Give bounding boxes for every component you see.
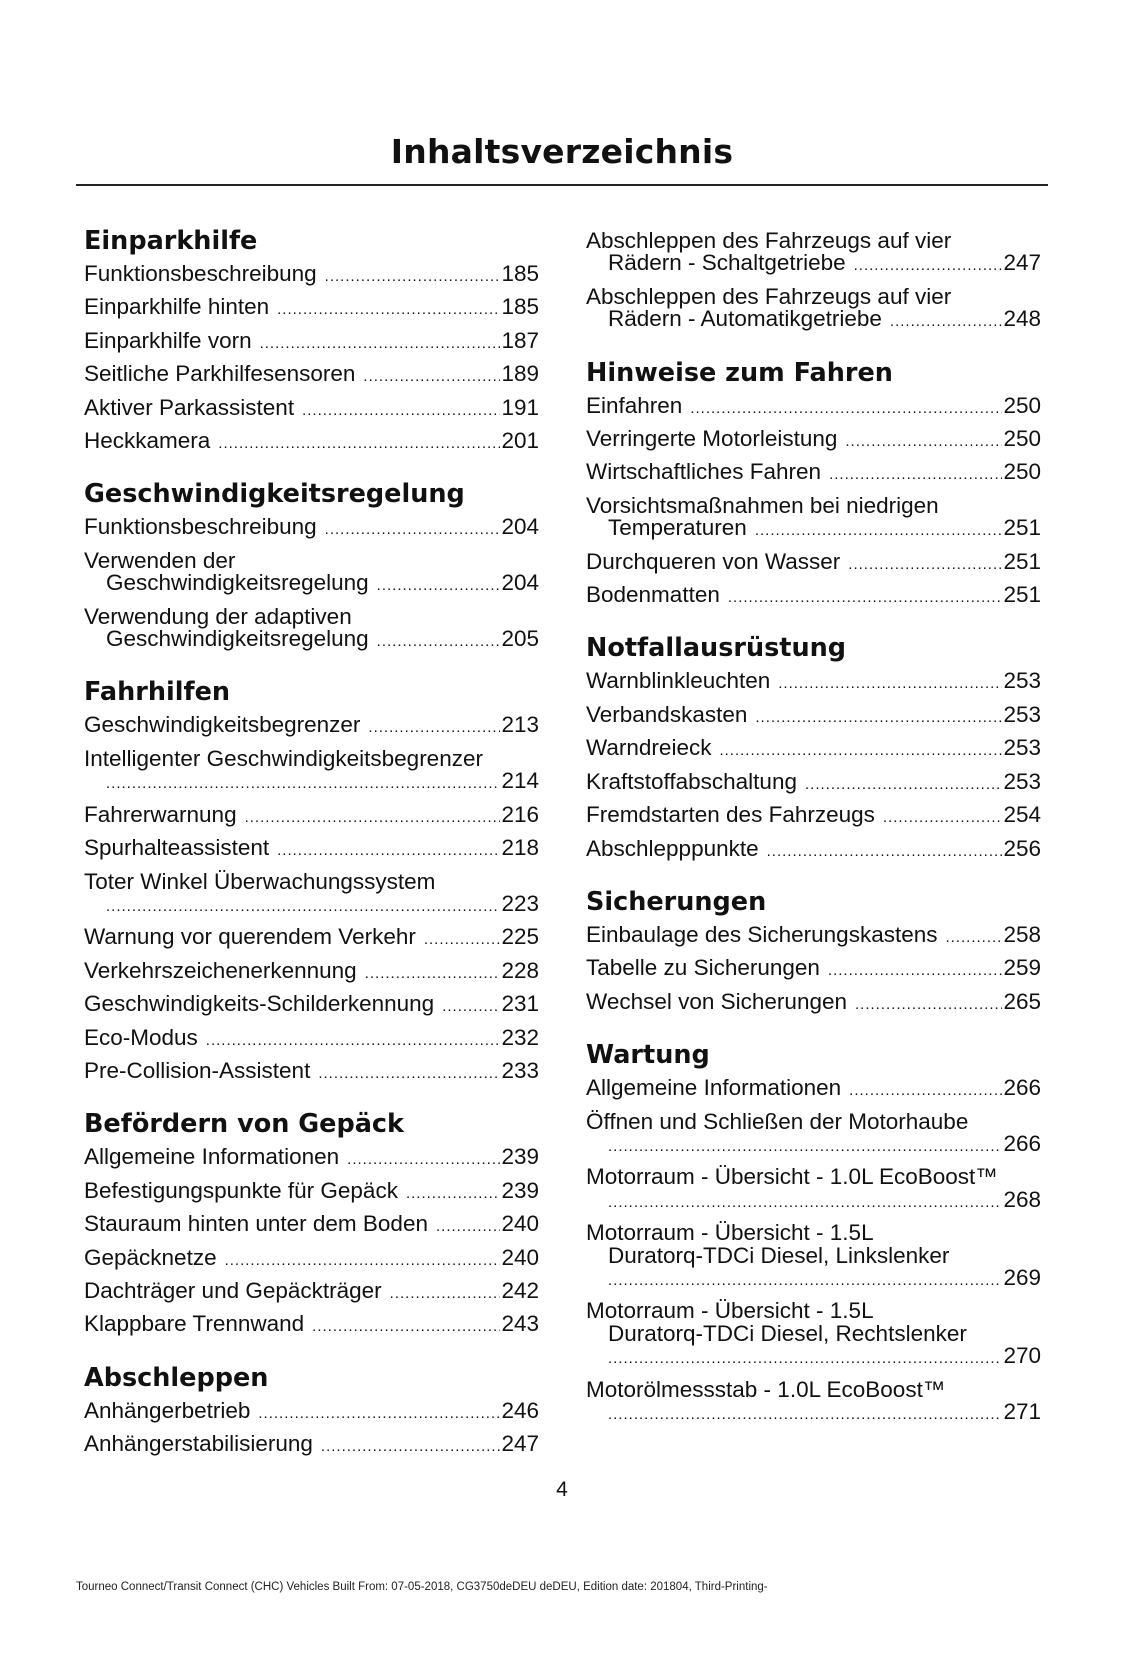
dot-leader xyxy=(755,520,1003,542)
toc-entry[interactable] xyxy=(84,263,539,288)
entry-title-line: Fahrerwarnung xyxy=(84,801,237,827)
entry-page-number: 204 xyxy=(501,570,539,596)
dot-leader xyxy=(245,807,501,829)
toc-entry[interactable] xyxy=(586,1077,1041,1102)
toc-entry[interactable] xyxy=(586,988,1041,1016)
entry-page-number: 201 xyxy=(501,428,539,454)
entry-title-line: Fremdstarten des Fahrzeugs xyxy=(586,802,875,828)
dot-leader xyxy=(424,929,501,951)
toc-entry[interactable] xyxy=(84,394,539,422)
dot-leader xyxy=(719,740,1002,762)
entry-title-line: Einfahren xyxy=(586,392,683,418)
entry-page-number: 259 xyxy=(1003,955,1041,981)
entry-page-number: 253 xyxy=(1003,735,1041,761)
entry-page-number: 240 xyxy=(501,1211,539,1237)
footer-edition-info: Tourneo Connect/Transit Connect (CHC) Vehicles Built From: 07-05-2018, CG3750deDEU deDEU, Edition date: 201804, Third-Printing- xyxy=(76,1581,768,1593)
toc-entry[interactable] xyxy=(586,701,1041,729)
dot-leader xyxy=(608,1192,1002,1214)
entry-title-line: Verringerte Motorleistung xyxy=(586,426,838,452)
entry-title-line: Geschwindigkeits-Schilderkennung xyxy=(84,991,435,1017)
section-heading: Abschleppen xyxy=(84,1362,269,1393)
entry-title-line: Anhängerbetrieb xyxy=(84,1397,251,1423)
toc-entry[interactable] xyxy=(84,1277,539,1305)
toc-section xyxy=(84,1360,539,1459)
entry-title-line: Funktionsbeschreibung xyxy=(84,514,317,540)
entry-title-line: Seitliche Parkhilfesensoren xyxy=(84,361,356,387)
section-heading: Einparkhilfe xyxy=(84,226,258,256)
entry-title-line: Bodenmatten xyxy=(586,582,720,608)
section-heading: Fahrhilfen xyxy=(84,677,231,708)
dot-leader xyxy=(728,587,1003,609)
dot-leader xyxy=(318,1063,500,1085)
entry-title-line: Verkehrszeichenerkennung xyxy=(84,957,357,983)
dot-leader xyxy=(442,996,500,1018)
entry-title-line: Abschleppen des Fahrzeugs auf vier xyxy=(586,228,952,253)
dot-leader xyxy=(218,433,500,455)
entry-title-line: Tabelle zu Sicherungen xyxy=(586,955,820,981)
toc-entry[interactable] xyxy=(586,492,1041,543)
toc-entry[interactable] xyxy=(586,230,1041,278)
entry-page-number: 214 xyxy=(501,768,539,794)
section-heading: Befördern von Gepäck xyxy=(84,1109,405,1140)
toc-section xyxy=(586,1037,1041,1426)
entry-title-line: Warnblinkleuchten xyxy=(586,668,771,694)
entry-title-line: Öffnen und Schließen der Motorhaube xyxy=(586,1108,969,1134)
entry-page-number: 246 xyxy=(501,1397,539,1423)
entry-title-line: Kraftstoffabschaltung xyxy=(586,768,797,794)
entry-title-line: Geschwindigkeitsregelung xyxy=(106,570,369,596)
dot-leader xyxy=(690,398,1002,420)
toc-entry[interactable] xyxy=(586,392,1041,420)
title-divider xyxy=(76,184,1048,186)
entry-title-line: Aktiver Parkassistent xyxy=(84,394,295,420)
toc-entry[interactable] xyxy=(84,1057,539,1085)
entry-title-line: Wechsel von Sicherungen xyxy=(586,988,847,1014)
dot-leader xyxy=(608,1270,1002,1292)
entry-page-number: 271 xyxy=(1003,1399,1041,1424)
dot-leader xyxy=(106,896,500,918)
entry-title-line: Vorsichtsmaßnahmen bei niedrigen xyxy=(586,492,939,518)
toc-entry[interactable] xyxy=(586,283,1041,334)
entry-page-number: 228 xyxy=(501,957,539,983)
toc-entry[interactable] xyxy=(84,1024,539,1052)
toc-entry[interactable] xyxy=(84,1177,539,1205)
dot-leader xyxy=(845,431,1002,453)
toc-section xyxy=(84,476,539,653)
dot-leader xyxy=(325,519,501,541)
entry-page-number: 225 xyxy=(501,924,539,950)
dot-leader xyxy=(277,299,500,321)
dot-leader xyxy=(890,311,1003,333)
toc-entry[interactable] xyxy=(84,714,539,739)
entry-title-line: Einparkhilfe hinten xyxy=(84,294,270,320)
entry-title-line: Heckkamera xyxy=(84,428,211,454)
entry-page-number: 251 xyxy=(1003,515,1041,541)
entry-page-number: 247 xyxy=(1003,250,1041,276)
toc-entry[interactable] xyxy=(84,430,539,455)
toc-entry[interactable] xyxy=(586,957,1041,982)
toc-entry[interactable] xyxy=(84,1397,539,1425)
entry-title-line: Allgemeine Informationen xyxy=(84,1144,340,1170)
toc-entry[interactable] xyxy=(586,461,1041,486)
entry-page-number: 253 xyxy=(1003,768,1041,794)
entry-title-line: Geschwindigkeitsregelung xyxy=(106,626,369,652)
page-title: Inhaltsverzeichnis xyxy=(390,132,734,171)
entry-page-number: 270 xyxy=(1003,1343,1041,1369)
toc-entry[interactable] xyxy=(586,584,1041,609)
entry-title-line: Rädern - Schaltgetriebe xyxy=(608,250,846,276)
toc-entry[interactable] xyxy=(84,837,539,862)
dot-leader xyxy=(206,1030,501,1052)
toc-section xyxy=(586,230,1041,334)
entry-page-number: 253 xyxy=(1003,701,1041,727)
entry-title-line: Spurhalteassistent xyxy=(84,835,270,861)
entry-title-line: Verbandskasten xyxy=(586,701,748,727)
entry-page-number: 187 xyxy=(501,327,539,353)
toc-entry[interactable] xyxy=(84,801,539,829)
toc-entry[interactable] xyxy=(586,1300,1041,1370)
entry-title-line: Gepäcknetze xyxy=(84,1244,217,1270)
dot-leader xyxy=(260,333,501,355)
dot-leader xyxy=(312,1316,500,1338)
toc-entry[interactable] xyxy=(586,1376,1041,1427)
toc-entry[interactable] xyxy=(586,737,1041,762)
entry-page-number: 216 xyxy=(501,801,539,827)
entry-page-number: 189 xyxy=(501,361,539,387)
toc-section xyxy=(84,223,539,455)
section-heading: Hinweise zum Fahren xyxy=(586,357,893,388)
dot-leader xyxy=(321,1436,501,1458)
entry-title-line: Dachträger und Gepäckträger xyxy=(84,1277,382,1303)
entry-title-line: Motorölmessstab - 1.0L EcoBoost™ xyxy=(586,1376,946,1402)
section-heading: Wartung xyxy=(586,1040,710,1071)
entry-title-line: Duratorq-TDCi Diesel, Linkslenker xyxy=(608,1242,950,1268)
dot-leader xyxy=(848,554,1002,576)
toc-entry[interactable] xyxy=(84,1213,539,1238)
toc-entry[interactable] xyxy=(84,363,539,388)
entry-page-number: 248 xyxy=(1003,306,1041,332)
entry-page-number: 253 xyxy=(1003,668,1041,694)
page-number: 4 xyxy=(556,1478,568,1501)
dot-leader xyxy=(608,1404,1002,1426)
dot-leader xyxy=(365,963,501,985)
entry-page-number: 269 xyxy=(1003,1264,1041,1290)
entry-page-number: 204 xyxy=(501,514,539,540)
entry-page-number: 266 xyxy=(1003,1075,1041,1101)
dot-leader xyxy=(363,366,500,388)
dot-leader xyxy=(849,1080,1002,1102)
toc-entry[interactable] xyxy=(84,547,539,598)
entry-page-number: 223 xyxy=(501,890,539,916)
entry-title-line: Verwenden der xyxy=(84,547,236,573)
entry-title-line: Motorraum - Übersicht - 1.5L xyxy=(586,1298,874,1324)
entry-page-number: 243 xyxy=(501,1311,539,1337)
entry-title-line: Motorraum - Übersicht - 1.0L EcoBoost™ xyxy=(586,1164,998,1190)
entry-page-number: 218 xyxy=(501,835,539,861)
entry-page-number: 185 xyxy=(501,294,539,320)
dot-leader xyxy=(225,1250,501,1272)
dot-leader xyxy=(608,1348,1002,1370)
dot-leader xyxy=(436,1216,500,1238)
entry-title-line: Intelligenter Geschwindigkeitsbegrenzer xyxy=(84,745,483,771)
toc-entry[interactable] xyxy=(586,921,1041,949)
entry-page-number: 231 xyxy=(501,991,539,1017)
entry-title-line: Geschwindigkeitsbegrenzer xyxy=(84,712,361,738)
entry-title-line: Pre-Collision-Assistent xyxy=(84,1057,311,1083)
entry-page-number: 256 xyxy=(1003,835,1041,861)
entry-title-line: Abschlepppunkte xyxy=(586,835,759,861)
entry-page-number: 247 xyxy=(501,1431,539,1457)
entry-page-number: 242 xyxy=(501,1277,539,1303)
entry-title-line: Warndreieck xyxy=(586,735,712,761)
toc-section xyxy=(586,630,1041,862)
toc-entry[interactable] xyxy=(586,1108,1041,1159)
toc-entry[interactable] xyxy=(84,868,539,919)
entry-page-number: 250 xyxy=(1003,459,1041,485)
toc-entry[interactable] xyxy=(586,1222,1041,1292)
entry-title-line: Abschleppen des Fahrzeugs auf vier xyxy=(586,283,952,309)
entry-title-line: Befestigungspunkte für Gepäck xyxy=(84,1177,398,1203)
toc-entry[interactable] xyxy=(586,835,1041,863)
dot-leader xyxy=(258,1403,500,1425)
dot-leader xyxy=(855,994,1002,1016)
dot-leader xyxy=(390,1283,501,1305)
dot-leader xyxy=(767,841,1003,863)
entry-page-number: 239 xyxy=(501,1144,539,1170)
entry-title-line: Einbaulage des Sicherungskastens xyxy=(586,921,938,947)
toc-entry[interactable] xyxy=(586,768,1041,796)
toc-entry[interactable] xyxy=(84,603,539,654)
entry-page-number: 258 xyxy=(1003,921,1041,947)
toc-section xyxy=(84,674,539,1085)
dot-leader xyxy=(828,960,1003,982)
dot-leader xyxy=(778,673,1002,695)
entry-title-line: Wirtschaftliches Fahren xyxy=(586,459,822,485)
toc-entry[interactable] xyxy=(84,745,539,796)
toc-entry[interactable] xyxy=(84,926,539,951)
entry-title-line: Allgemeine Informationen xyxy=(586,1075,842,1101)
entry-title-line: Eco-Modus xyxy=(84,1024,198,1050)
entry-page-number: 251 xyxy=(1003,582,1041,608)
toc-entry[interactable] xyxy=(586,670,1041,695)
toc-entry[interactable] xyxy=(84,516,539,541)
entry-title-line: Warnung vor querendem Verkehr xyxy=(84,924,416,950)
dot-leader xyxy=(608,1136,1002,1158)
dot-leader xyxy=(377,631,501,653)
entry-title-line: Durchqueren von Wasser xyxy=(586,548,841,574)
entry-page-number: 265 xyxy=(1003,988,1041,1014)
toc-entry[interactable] xyxy=(84,1244,539,1272)
toc-entry[interactable] xyxy=(84,296,539,321)
entry-page-number: 213 xyxy=(501,712,539,738)
entry-page-number: 266 xyxy=(1003,1130,1041,1156)
dot-leader xyxy=(368,717,500,739)
dot-leader xyxy=(755,707,1002,729)
entry-page-number: 250 xyxy=(1003,426,1041,452)
entry-page-number: 233 xyxy=(501,1057,539,1083)
dot-leader xyxy=(277,840,500,862)
toc-entry[interactable] xyxy=(586,548,1041,576)
entry-page-number: 191 xyxy=(501,394,539,420)
entry-page-number: 250 xyxy=(1003,392,1041,418)
section-heading: Geschwindigkeitsregelung xyxy=(84,479,465,510)
entry-page-number: 232 xyxy=(501,1024,539,1050)
entry-title-line: Funktionsbeschreibung xyxy=(84,261,317,286)
dot-leader xyxy=(347,1149,500,1171)
entry-title-line: Duratorq-TDCi Diesel, Rechtslenker xyxy=(608,1320,967,1346)
toc-entry[interactable] xyxy=(84,1313,539,1338)
dot-leader xyxy=(805,774,1002,796)
entry-title-line: Einparkhilfe vorn xyxy=(84,327,252,353)
entry-page-number: 239 xyxy=(501,1177,539,1203)
dot-leader xyxy=(406,1183,501,1205)
section-heading: Notfallausrüstung xyxy=(586,633,847,664)
dot-leader xyxy=(829,464,1002,486)
entry-title-line: Motorraum - Übersicht - 1.5L xyxy=(586,1220,874,1246)
entry-title-line: Toter Winkel Überwachungssystem xyxy=(84,868,436,894)
toc-column-right xyxy=(586,230,1041,1447)
entry-page-number: 240 xyxy=(501,1244,539,1270)
dot-leader xyxy=(946,927,1003,949)
entry-page-number: 205 xyxy=(501,626,539,652)
toc-entry[interactable] xyxy=(84,1433,539,1458)
toc-section xyxy=(586,884,1041,1016)
entry-title-line: Rädern - Automatikgetriebe xyxy=(608,306,882,332)
entry-title-line: Klappbare Trennwand xyxy=(84,1311,305,1337)
toc-entry[interactable] xyxy=(84,957,539,985)
dot-leader xyxy=(325,266,501,288)
toc-entry[interactable] xyxy=(586,1166,1041,1214)
entry-title-line: Verwendung der adaptiven xyxy=(84,603,352,629)
toc-column-left xyxy=(84,223,539,1480)
toc-entry[interactable] xyxy=(586,428,1041,453)
entry-title-line: Temperaturen xyxy=(608,515,747,541)
entry-page-number: 185 xyxy=(501,261,539,286)
entry-page-number: 268 xyxy=(1003,1186,1041,1212)
toc-entry[interactable] xyxy=(84,1146,539,1171)
toc-section xyxy=(586,355,1041,610)
section-heading: Sicherungen xyxy=(586,886,767,917)
toc-entry[interactable] xyxy=(586,804,1041,829)
entry-page-number: 254 xyxy=(1003,802,1041,828)
toc-entry[interactable] xyxy=(84,993,539,1018)
entry-title-line: Anhängerstabilisierung xyxy=(84,1431,313,1457)
dot-leader xyxy=(377,575,501,597)
toc-section xyxy=(84,1106,539,1338)
dot-leader xyxy=(106,773,500,795)
toc-entry[interactable] xyxy=(84,327,539,355)
entry-title-line: Stauraum hinten unter dem Boden xyxy=(84,1211,428,1237)
entry-page-number: 251 xyxy=(1003,548,1041,574)
dot-leader xyxy=(302,400,500,422)
dot-leader xyxy=(883,807,1003,829)
dot-leader xyxy=(854,255,1003,277)
